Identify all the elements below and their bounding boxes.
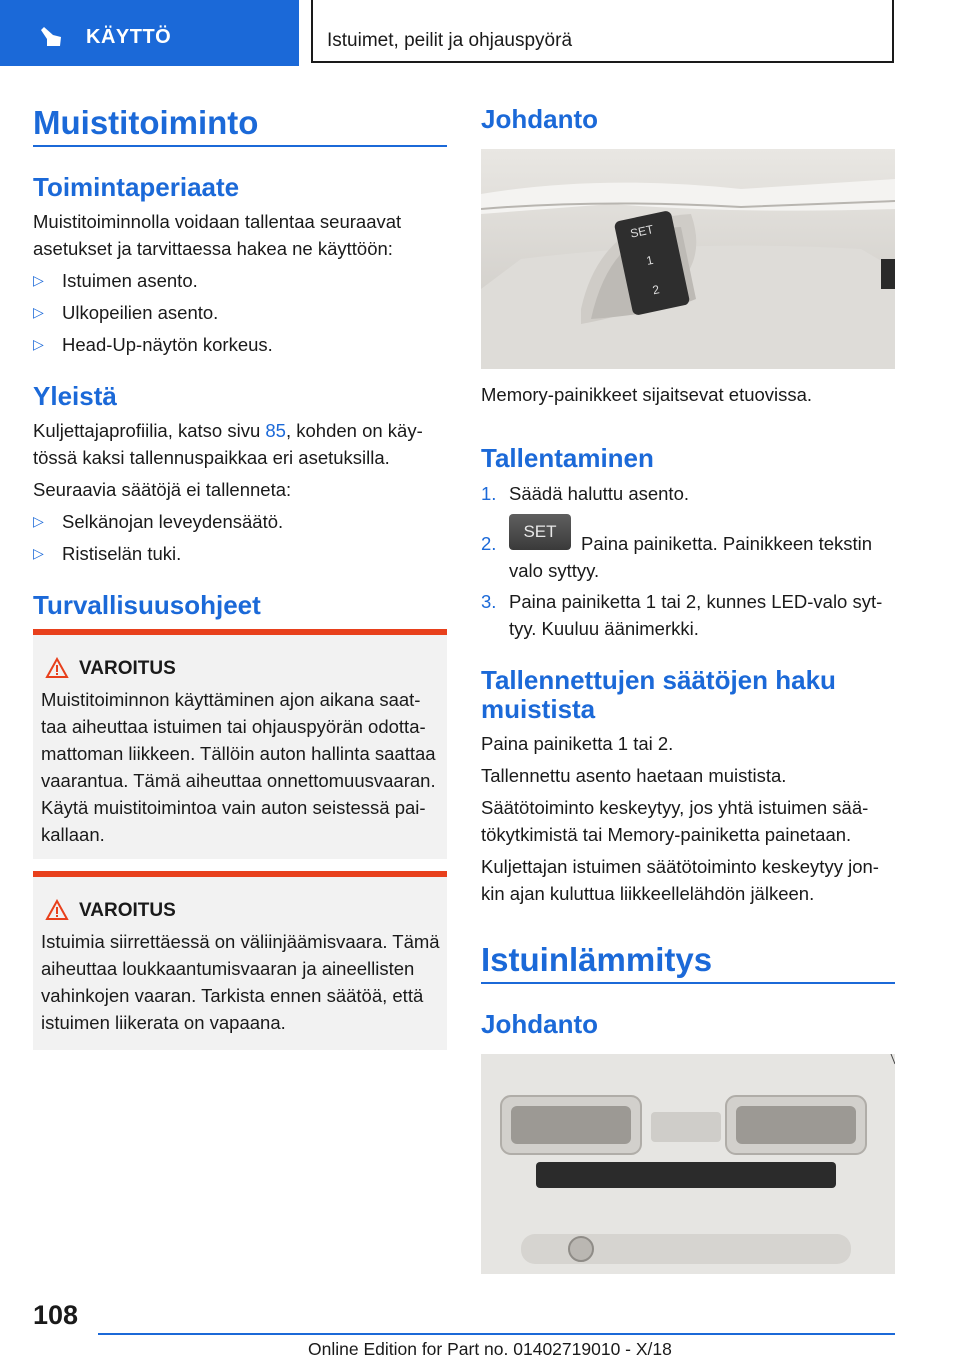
bullet-triangle-icon: ▷ (33, 336, 44, 352)
hand-pointer-icon (38, 26, 64, 48)
edition-note: Online Edition for Part no. 01402719010 - X/18 (308, 1339, 672, 1359)
warning-line: mattoman liikkeen. Tällöin auton hallinta saattaa (41, 743, 436, 764)
warning-line: istuimen liikerata on vapaana. (41, 1012, 286, 1033)
list-item: ▷ Istuimen asento. (33, 267, 433, 294)
set-button-label: SET (629, 222, 655, 241)
page-link[interactable]: 85 (265, 420, 286, 441)
step-number: 2. (481, 533, 497, 554)
paragraph-line: Kuljettajaprofiilia, katso sivu 85, kohden on käy- (33, 420, 423, 441)
footer-rule (98, 1333, 895, 1335)
warning-line: kallaan. (41, 824, 105, 845)
list-item: ▷ Selkänojan leveydensäätö. (33, 508, 433, 535)
subheading-saving: Tallentaminen (481, 443, 654, 473)
step-item: 2. SET Paina painiketta. Painikkeen tekstin valo syttyy. (481, 514, 895, 574)
door-memory-buttons-photo (481, 149, 895, 369)
paragraph-line: kin ajan kuluttua liikkeellelähdön jälkeen. (481, 883, 815, 904)
bullet-triangle-icon: ▷ (33, 513, 44, 529)
warning-title: VAROITUS (79, 900, 176, 921)
paragraph-line: Muistitoiminnolla voidaan tallentaa seuraavat (33, 211, 402, 232)
section-heading-memory: Muistitoiminto (33, 104, 259, 141)
warning-triangle-icon (45, 657, 69, 679)
warning-triangle-icon (45, 899, 69, 921)
subheading-general: Yleistä (33, 381, 117, 411)
paragraph-line: Seuraavia säätöjä ei tallenneta: (33, 479, 292, 500)
warning-title: VAROITUS (79, 658, 176, 679)
section-heading-seat-heating: Istuinlämmitys (481, 941, 713, 978)
step-item: 1. Säädä haluttu asento. (481, 480, 895, 507)
step-number: 3. (481, 591, 497, 612)
bullet-triangle-icon: ▷ (33, 304, 44, 320)
warning-line: vahinkojen vaaran. Tarkista ennen säätöä, että (41, 985, 424, 1006)
paragraph-line: tökytkimistä tai Memory-painiketta painetaan. (481, 824, 852, 845)
set-button-image: SET (509, 514, 571, 550)
warning-line: Käytä muistitoimintoa vain auton seistessä pai- (41, 797, 426, 818)
chapter-title: Istuimet, peilit ja ohjauspyörä (327, 30, 573, 51)
step-item: 3. Paina painiketta 1 tai 2, kunnes LED-valo syt- tyy. Kuuluu äänimerkki. (481, 588, 895, 642)
subheading-intro: Johdanto (481, 104, 598, 134)
warning-line: Muistitoiminnon käyttäminen ajon aikana saat- (41, 689, 421, 710)
page-number: 108 (33, 1300, 79, 1330)
subheading-principle: Toimintaperiaate (33, 172, 240, 202)
list-item: ▷ Head-Up-näytön korkeus. (33, 331, 433, 358)
subheading-intro-2: Johdanto (481, 1009, 598, 1039)
step-number: 1. (481, 483, 497, 504)
bullet-triangle-icon: ▷ (33, 272, 44, 288)
list-item: ▷ Ristiselän tuki. (33, 540, 433, 567)
memory-2-label: 2 (651, 282, 661, 298)
section-tab[interactable] (0, 0, 299, 66)
warning-line: vaarantua. Tämä aiheuttaa onnettomuusvaaran. (41, 770, 436, 791)
paragraph-line: Kuljettajan istuimen säätötoiminto keskeytyy jon- (481, 856, 879, 877)
paragraph-line: tössä kaksi tallennuspaikkaa eri asetuksilla. (33, 447, 390, 468)
warning-box (33, 629, 447, 859)
heading-rule (33, 145, 447, 147)
warning-bar (33, 629, 447, 635)
section-tab-label: KÄYTTÖ (86, 26, 172, 48)
warning-line: aiheuttaa loukkaantumisvaaran ja aineellisten (41, 958, 415, 979)
paragraph-line: asetukset ja tarvittaessa hakea ne käyttöön: (33, 238, 393, 259)
climate-panel-photo (481, 1054, 895, 1274)
warning-line: taa aiheuttaa istuimen tai ohjauspyörän odotta- (41, 716, 426, 737)
list-item: ▷ Ulkopeilien asento. (33, 299, 433, 326)
subheading-recall-line2: muistista (481, 694, 596, 724)
paragraph-line: Säätötoiminto keskeytyy, jos yhtä istuimen sää- (481, 797, 869, 818)
heading-rule (481, 982, 895, 984)
climate-panel-illustration (481, 1054, 895, 1274)
warning-line: Istuimia siirrettäessä on väliinjäämisvaara. Tämä (41, 931, 440, 952)
door-panel-illustration (481, 149, 895, 369)
paragraph-line: Tallennettu asento haetaan muistista. (481, 765, 787, 786)
bullet-triangle-icon: ▷ (33, 545, 44, 561)
photo-caption: Memory-painikkeet sijaitsevat etuovissa. (481, 384, 813, 405)
subheading-recall: Tallennettujen säätöjen haku (481, 665, 836, 695)
warning-box (33, 871, 447, 1050)
chapter-title-box (311, 0, 894, 63)
warning-bar (33, 871, 447, 877)
memory-1-label: 1 (645, 252, 655, 268)
paragraph-line: Paina painiketta 1 tai 2. (481, 733, 674, 754)
subheading-safety: Turvallisuusohjeet (33, 590, 261, 620)
